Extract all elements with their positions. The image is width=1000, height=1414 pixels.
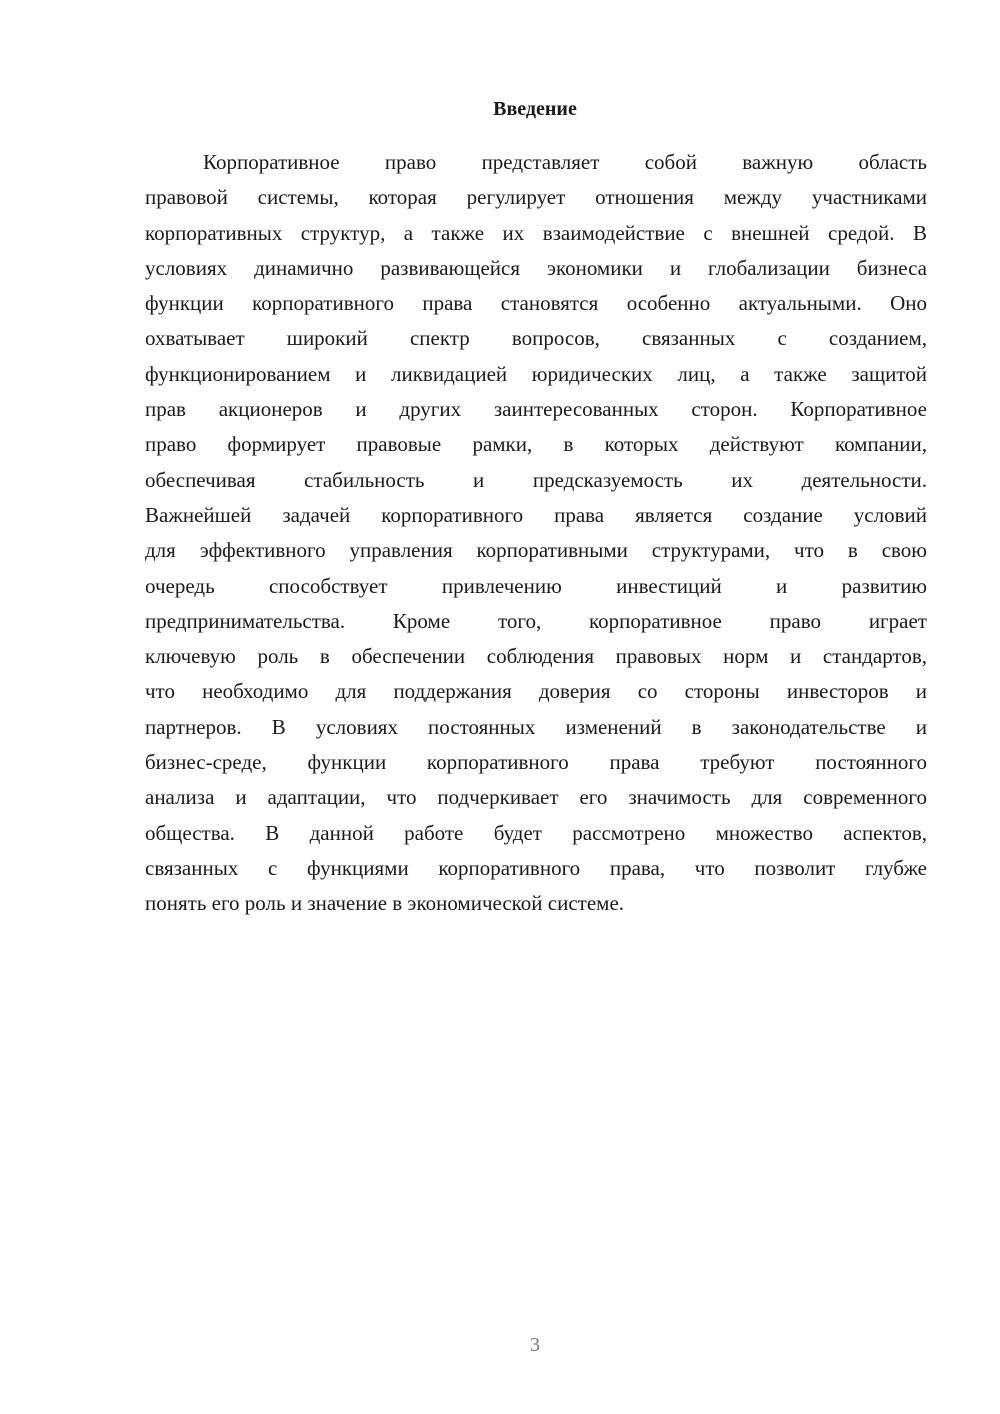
text-line: право формирует правовые рамки, в которых действуют компании, bbox=[145, 432, 927, 457]
text-line: что необходимо для поддержания доверия со стороны инвесторов и bbox=[145, 679, 927, 704]
text-line: связанных с функциями корпоративного права, что позволит глубже bbox=[145, 855, 927, 880]
text-line: прав акционеров и других заинтересованных сторон. Корпоративное bbox=[145, 397, 927, 422]
text-line: анализа и адаптации, что подчеркивает его значимость для современного bbox=[145, 785, 927, 810]
text-line: партнеров. В условиях постоянных изменений в законодательстве и bbox=[145, 714, 927, 739]
text-line: обеспечивая стабильность и предсказуемость их деятельности. bbox=[145, 467, 927, 492]
text-line: ключевую роль в обеспечении соблюдения правовых норм и стандартов, bbox=[145, 644, 927, 669]
text-line: корпоративных структур, а также их взаимодействие с внешней средой. В bbox=[145, 220, 927, 245]
text-line: бизнес-среде, функции корпоративного права требуют постоянного bbox=[145, 750, 927, 775]
text-line: функции корпоративного права становятся особенно актуальными. Оно bbox=[145, 291, 927, 316]
section-title: Введение bbox=[493, 98, 577, 120]
text-line: Корпоративное право представляет собой важную область bbox=[203, 150, 927, 174]
text-line: очередь способствует привлечению инвестиций и развитию bbox=[145, 573, 927, 598]
text-line: Важнейшей задачей корпоративного права является создание условий bbox=[145, 502, 927, 527]
text-line: охватывает широкий спектр вопросов, связанных с созданием, bbox=[145, 326, 927, 351]
text-line: условиях динамично развивающейся экономики и глобализации бизнеса bbox=[145, 255, 927, 280]
text-line: общества. В данной работе будет рассмотрено множество аспектов, bbox=[145, 820, 927, 845]
text-line: правовой системы, которая регулирует отношения между участниками bbox=[145, 185, 927, 210]
text-line: понять его роль и значение в экономической системе. bbox=[145, 891, 625, 916]
page-number: 3 bbox=[530, 1334, 540, 1356]
body-paragraph bbox=[145, 145, 927, 922]
text-line: для эффективного управления корпоративными структурами, что в свою bbox=[145, 538, 927, 563]
text-line: функционированием и ликвидацией юридических лиц, а также защитой bbox=[145, 361, 927, 386]
text-line: предпринимательства. Кроме того, корпоративное право играет bbox=[145, 608, 927, 633]
